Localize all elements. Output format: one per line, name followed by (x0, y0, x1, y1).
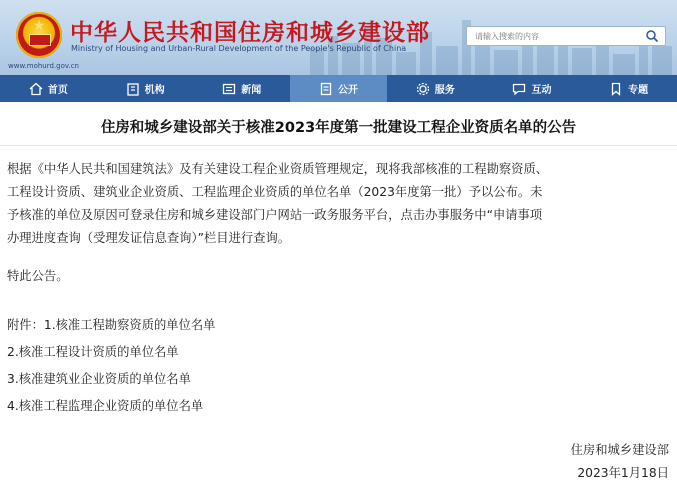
publish-date: 2023年1月18日 (577, 466, 669, 480)
national-emblem-logo[interactable]: ★ (16, 12, 62, 58)
body-line: 根据《中华人民共和国建筑法》及有关建设工程企业资质管理规定，现将我部核准的工程勘察资质、 (7, 162, 549, 176)
attachment-item[interactable]: 3.核准建筑业企业资质的单位名单 (7, 372, 191, 386)
home-icon (29, 82, 43, 96)
nav-item-label: 新闻 (241, 85, 262, 96)
nav-item-home[interactable] (0, 75, 97, 102)
attachment-item[interactable]: 4.核准工程监理企业资质的单位名单 (7, 399, 204, 413)
nav-item-label: 服务 (434, 85, 455, 96)
building-icon (126, 82, 140, 96)
nav-item-services[interactable] (387, 75, 484, 102)
divider (0, 145, 677, 146)
attachment-item[interactable]: 2.核准工程设计资质的单位名单 (7, 345, 179, 359)
closing-text: 特此公告。 (7, 269, 69, 283)
body-line: 办理进度查询（受理发证信息查询）”栏目进行查询。 (7, 231, 291, 245)
site-subtitle: Ministry of Housing and Urban-Rural Development of the People's Republic of China (71, 44, 407, 53)
nav-item-institutions[interactable] (97, 75, 194, 102)
document-icon (319, 82, 333, 96)
attachment-item[interactable]: 附件：1.核准工程勘察资质的单位名单 (7, 318, 216, 332)
main-nav (0, 75, 677, 102)
nav-item-label: 互动 (531, 85, 552, 96)
nav-item-label: 机构 (144, 85, 165, 96)
signature: 住房和城乡建设部 (570, 443, 669, 457)
body-line: 工程设计资质、建筑业企业资质、工程监理企业资质的单位名单（2023年度第一批）予以公布。未 (7, 185, 543, 199)
nav-item-topics[interactable] (580, 75, 677, 102)
nav-item-label: 首页 (47, 85, 68, 96)
nav-item-news[interactable] (193, 75, 290, 102)
body-line: 予核准的单位及原因可登录住房和城乡建设部门户网站一政务服务平台，点击办事服务中“申请事项 (7, 208, 543, 222)
newspaper-icon (222, 82, 236, 96)
site-url: www.mohurd.gov.cn (8, 62, 79, 70)
search-icon[interactable] (645, 29, 659, 43)
nav-item-label: 专题 (628, 85, 649, 96)
bookmark-icon (609, 82, 623, 96)
site-header (0, 0, 677, 75)
nav-item-interaction[interactable] (484, 75, 581, 102)
nav-item-label: 公开 (338, 85, 359, 96)
chat-icon (512, 82, 526, 96)
search-box (466, 26, 666, 46)
nav-item-public[interactable] (290, 75, 387, 102)
site-title[interactable]: 中华人民共和国住房和城乡建设部 (70, 20, 430, 46)
gear-icon (416, 82, 430, 96)
search-input[interactable] (467, 27, 639, 45)
article-title: 住房和城乡建设部关于核准2023年度第一批建设工程企业资质名单的公告 (100, 120, 577, 136)
